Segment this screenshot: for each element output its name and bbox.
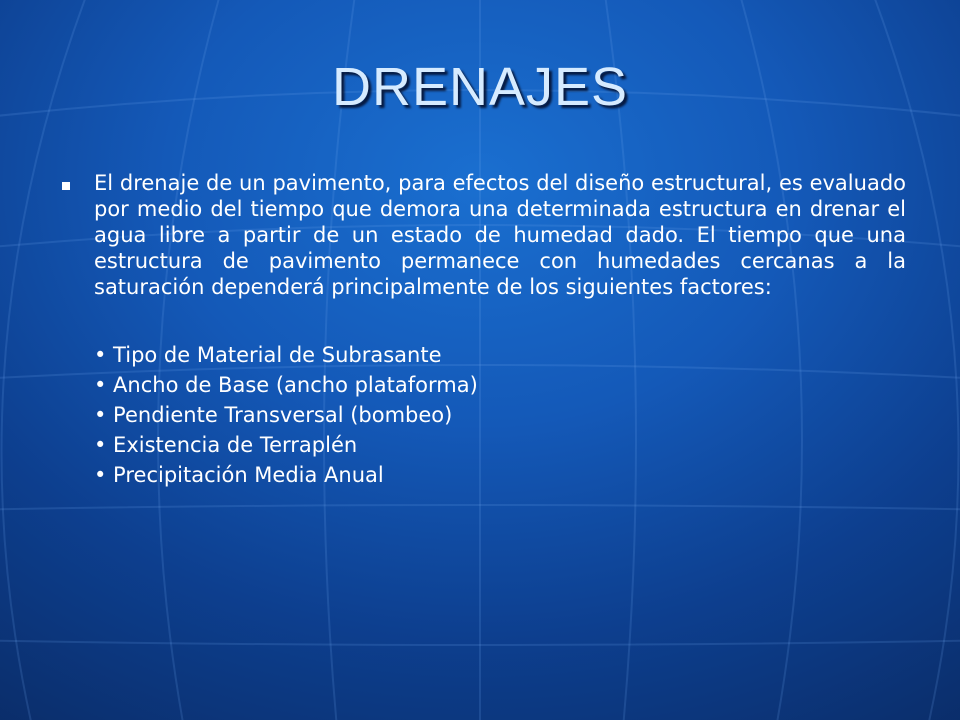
factor-item: • Existencia de Terraplén [94, 433, 358, 457]
body-paragraph: El drenaje de un pavimento, para efectos del diseño estructural, es evaluado por medio del tiempo que demora una determinada estructura en drenar el agua libre a partir de un estado de humedad dado. El tiempo que una estructura de pavimento permanece con humedades cercanas a la saturación dependerá principalmente de los siguientes factores: [94, 171, 906, 299]
factor-item: • Ancho de Base (ancho plataforma) [94, 373, 478, 397]
factor-item: • Tipo de Material de Subrasante [94, 343, 442, 367]
square-bullet-icon [62, 182, 70, 190]
factor-item: • Precipitación Media Anual [94, 463, 384, 487]
factor-item: • Pendiente Transversal (bombeo) [94, 403, 453, 427]
paragraph-row [58, 170, 906, 300]
slide-title: DRENAJES [331, 57, 629, 117]
factors-list [58, 340, 906, 490]
slide-content [58, 170, 906, 490]
